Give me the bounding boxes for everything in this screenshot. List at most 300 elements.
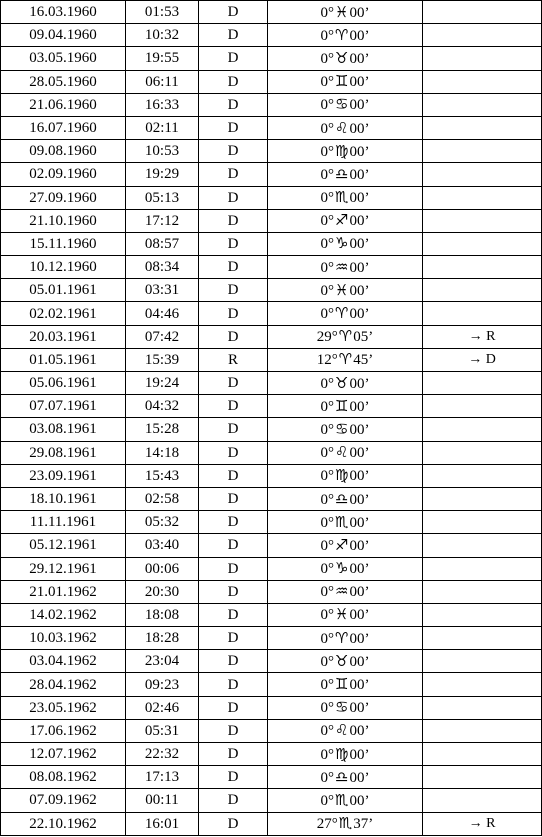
- position-minutes: 00’: [349, 584, 370, 601]
- date-cell: 15.11.1960: [1, 232, 126, 255]
- time-cell: 01:53: [126, 1, 199, 24]
- station-note-cell: [423, 70, 542, 93]
- table-row: [1, 70, 542, 93]
- position-cell: [268, 70, 423, 93]
- position-degrees: 0°: [320, 375, 335, 392]
- direction-cell: R: [199, 348, 268, 371]
- position-degrees: 0°: [320, 723, 335, 740]
- position-degrees: 0°: [320, 630, 335, 647]
- position-degrees: 0°: [320, 50, 335, 67]
- station-note-cell: [423, 673, 542, 696]
- table-row: [1, 47, 542, 70]
- date-cell: 22.10.1962: [1, 812, 126, 835]
- table-row: [1, 279, 542, 302]
- time-cell: 08:34: [126, 256, 199, 279]
- position-degrees: 0°: [320, 653, 335, 670]
- position-degrees: 0°: [320, 607, 335, 624]
- time-cell: 17:13: [126, 766, 199, 789]
- date-cell: 23.05.1962: [1, 696, 126, 719]
- zodiac-sign-icon: ♌: [335, 118, 349, 137]
- zodiac-sign-icon: ♋: [335, 419, 349, 438]
- date-cell: 28.04.1962: [1, 673, 126, 696]
- position-degrees: 0°: [320, 792, 335, 809]
- position-minutes: 00’: [349, 491, 370, 508]
- zodiac-sign-icon: ♍: [335, 466, 349, 485]
- date-cell: 16.07.1960: [1, 116, 126, 139]
- direction-cell: D: [199, 24, 268, 47]
- position-degrees: 0°: [320, 537, 335, 554]
- station-note-cell: [423, 232, 542, 255]
- direction-cell: D: [199, 511, 268, 534]
- table-row: [1, 418, 542, 441]
- ephemeris-table-body: [1, 1, 542, 836]
- date-cell: 29.12.1961: [1, 557, 126, 580]
- position-degrees: 0°: [320, 700, 335, 717]
- zodiac-sign-icon: ♑: [335, 559, 349, 578]
- position-degrees: 0°: [320, 236, 335, 253]
- zodiac-sign-icon: ♊: [335, 72, 349, 91]
- table-row: [1, 487, 542, 510]
- position-minutes: 00’: [349, 746, 370, 763]
- table-row: [1, 302, 542, 325]
- station-note-cell: [423, 116, 542, 139]
- table-row: [1, 232, 542, 255]
- station-note-cell: [423, 372, 542, 395]
- table-row: [1, 511, 542, 534]
- table-row: [1, 186, 542, 209]
- station-note-cell: [423, 140, 542, 163]
- station-note-cell: [423, 302, 542, 325]
- position-cell: [268, 279, 423, 302]
- position-minutes: 00’: [349, 468, 370, 485]
- direction-cell: D: [199, 812, 268, 835]
- position-cell: [268, 302, 423, 325]
- position-cell: [268, 395, 423, 418]
- position-minutes: 00’: [349, 50, 370, 67]
- date-cell: 21.01.1962: [1, 580, 126, 603]
- table-row: [1, 534, 542, 557]
- position-cell: [268, 534, 423, 557]
- position-degrees: 0°: [320, 143, 335, 160]
- direction-cell: D: [199, 557, 268, 580]
- time-cell: 23:04: [126, 650, 199, 673]
- position-cell: [268, 418, 423, 441]
- position-degrees: 0°: [320, 584, 335, 601]
- table-row: [1, 603, 542, 626]
- station-note-cell: [423, 186, 542, 209]
- table-row: [1, 441, 542, 464]
- station-note-cell: [423, 696, 542, 719]
- zodiac-sign-icon: ♓: [335, 280, 349, 299]
- table-row: [1, 650, 542, 673]
- position-minutes: 00’: [349, 700, 370, 717]
- station-note-cell: [423, 580, 542, 603]
- station-note-cell: [423, 603, 542, 626]
- direction-cell: D: [199, 627, 268, 650]
- position-minutes: 00’: [349, 769, 370, 786]
- table-row: [1, 163, 542, 186]
- direction-cell: D: [199, 534, 268, 557]
- position-degrees: 0°: [320, 769, 335, 786]
- position-minutes: 05’: [353, 329, 374, 346]
- direction-cell: D: [199, 70, 268, 93]
- station-note-cell: [423, 534, 542, 557]
- table-row: [1, 789, 542, 812]
- station-note-cell: [423, 743, 542, 766]
- date-cell: 05.01.1961: [1, 279, 126, 302]
- position-cell: [268, 1, 423, 24]
- position-degrees: 0°: [320, 306, 335, 323]
- position-cell: [268, 24, 423, 47]
- date-cell: 20.03.1961: [1, 325, 126, 348]
- date-cell: 01.05.1961: [1, 348, 126, 371]
- table-row: [1, 1, 542, 24]
- direction-cell: D: [199, 743, 268, 766]
- position-cell: [268, 580, 423, 603]
- direction-cell: D: [199, 673, 268, 696]
- position-minutes: 00’: [349, 166, 370, 183]
- zodiac-sign-icon: ♋: [335, 95, 349, 114]
- position-cell: [268, 743, 423, 766]
- position-cell: [268, 673, 423, 696]
- position-cell: [268, 47, 423, 70]
- position-degrees: 0°: [320, 27, 335, 44]
- table-row: [1, 812, 542, 835]
- direction-cell: D: [199, 186, 268, 209]
- time-cell: 05:31: [126, 719, 199, 742]
- zodiac-sign-icon: ♊: [335, 675, 349, 694]
- time-cell: 15:43: [126, 464, 199, 487]
- position-cell: [268, 464, 423, 487]
- zodiac-sign-icon: ♉: [335, 373, 349, 392]
- zodiac-sign-icon: ♎: [335, 767, 349, 786]
- position-minutes: 45’: [353, 352, 374, 369]
- position-degrees: 0°: [320, 4, 335, 21]
- position-cell: [268, 256, 423, 279]
- station-note-cell: [423, 464, 542, 487]
- time-cell: 16:33: [126, 93, 199, 116]
- time-cell: 04:46: [126, 302, 199, 325]
- station-note-cell: [423, 47, 542, 70]
- position-degrees: 0°: [320, 746, 335, 763]
- position-degrees: 27°: [316, 816, 338, 833]
- position-degrees: 0°: [320, 468, 335, 485]
- position-degrees: 0°: [320, 445, 335, 462]
- position-minutes: 00’: [349, 421, 370, 438]
- position-minutes: 00’: [349, 677, 370, 694]
- position-degrees: 12°: [316, 352, 338, 369]
- position-minutes: 00’: [349, 607, 370, 624]
- zodiac-sign-icon: ♏: [338, 814, 353, 833]
- station-note-cell: [423, 789, 542, 812]
- position-degrees: 29°: [316, 329, 338, 346]
- station-note-cell: [423, 418, 542, 441]
- time-cell: 19:55: [126, 47, 199, 70]
- direction-cell: D: [199, 603, 268, 626]
- date-cell: 27.09.1960: [1, 186, 126, 209]
- station-note-cell: [423, 766, 542, 789]
- direction-cell: D: [199, 766, 268, 789]
- zodiac-sign-icon: ♉: [335, 651, 349, 670]
- date-cell: 11.11.1961: [1, 511, 126, 534]
- position-cell: [268, 163, 423, 186]
- table-row: [1, 348, 542, 371]
- zodiac-sign-icon: ♒: [335, 257, 349, 276]
- zodiac-sign-icon: ♐: [335, 535, 349, 554]
- direction-cell: D: [199, 441, 268, 464]
- table-row: [1, 325, 542, 348]
- position-minutes: 37’: [353, 816, 374, 833]
- station-note-cell: [423, 511, 542, 534]
- direction-cell: D: [199, 487, 268, 510]
- table-row: [1, 557, 542, 580]
- position-cell: [268, 627, 423, 650]
- zodiac-sign-icon: ♋: [335, 698, 349, 717]
- table-row: [1, 464, 542, 487]
- station-note-cell: [423, 256, 542, 279]
- station-note-cell: [423, 557, 542, 580]
- time-cell: 15:28: [126, 418, 199, 441]
- time-cell: 02:58: [126, 487, 199, 510]
- time-cell: 07:42: [126, 325, 199, 348]
- position-degrees: 0°: [320, 74, 335, 91]
- position-minutes: 00’: [349, 537, 370, 554]
- position-cell: [268, 441, 423, 464]
- time-cell: 19:29: [126, 163, 199, 186]
- table-row: [1, 140, 542, 163]
- time-cell: 22:32: [126, 743, 199, 766]
- position-minutes: 00’: [349, 398, 370, 415]
- position-cell: [268, 209, 423, 232]
- date-cell: 09.04.1960: [1, 24, 126, 47]
- date-cell: 23.09.1961: [1, 464, 126, 487]
- position-minutes: 00’: [349, 97, 370, 114]
- direction-cell: D: [199, 232, 268, 255]
- date-cell: 03.05.1960: [1, 47, 126, 70]
- station-note-cell: [423, 441, 542, 464]
- date-cell: 05.12.1961: [1, 534, 126, 557]
- direction-cell: D: [199, 464, 268, 487]
- time-cell: 18:28: [126, 627, 199, 650]
- table-row: [1, 395, 542, 418]
- date-cell: 17.06.1962: [1, 719, 126, 742]
- position-degrees: 0°: [320, 259, 335, 276]
- position-cell: [268, 93, 423, 116]
- position-cell: [268, 557, 423, 580]
- station-note-cell: → R: [423, 812, 542, 835]
- position-minutes: 00’: [349, 630, 370, 647]
- date-cell: 09.08.1960: [1, 140, 126, 163]
- position-degrees: 0°: [320, 120, 335, 137]
- direction-cell: D: [199, 209, 268, 232]
- table-row: [1, 256, 542, 279]
- station-note-cell: [423, 719, 542, 742]
- date-cell: 14.02.1962: [1, 603, 126, 626]
- position-minutes: 00’: [349, 792, 370, 809]
- position-degrees: 0°: [320, 398, 335, 415]
- position-degrees: 0°: [320, 677, 335, 694]
- zodiac-sign-icon: ♎: [335, 164, 349, 183]
- table-row: [1, 580, 542, 603]
- direction-cell: D: [199, 372, 268, 395]
- zodiac-sign-icon: ♍: [335, 744, 349, 763]
- direction-cell: D: [199, 719, 268, 742]
- zodiac-sign-icon: ♓: [335, 2, 349, 21]
- time-cell: 10:32: [126, 24, 199, 47]
- time-cell: 18:08: [126, 603, 199, 626]
- date-cell: 03.08.1961: [1, 418, 126, 441]
- position-minutes: 00’: [349, 282, 370, 299]
- position-minutes: 00’: [349, 561, 370, 578]
- position-minutes: 00’: [349, 514, 370, 531]
- date-cell: 03.04.1962: [1, 650, 126, 673]
- station-note-cell: [423, 395, 542, 418]
- date-cell: 10.03.1962: [1, 627, 126, 650]
- zodiac-sign-icon: ♍: [335, 141, 349, 160]
- position-cell: [268, 511, 423, 534]
- position-minutes: 00’: [349, 236, 370, 253]
- time-cell: 09:23: [126, 673, 199, 696]
- station-note-cell: [423, 279, 542, 302]
- position-degrees: 0°: [320, 421, 335, 438]
- table-row: [1, 93, 542, 116]
- position-degrees: 0°: [320, 166, 335, 183]
- zodiac-sign-icon: ♈: [338, 327, 353, 346]
- time-cell: 02:46: [126, 696, 199, 719]
- position-minutes: 00’: [349, 723, 370, 740]
- zodiac-sign-icon: ♌: [335, 721, 349, 740]
- time-cell: 10:53: [126, 140, 199, 163]
- zodiac-sign-icon: ♒: [335, 582, 349, 601]
- position-degrees: 0°: [320, 190, 335, 207]
- zodiac-sign-icon: ♌: [335, 443, 349, 462]
- station-note-cell: → R: [423, 325, 542, 348]
- date-cell: 18.10.1961: [1, 487, 126, 510]
- date-cell: 28.05.1960: [1, 70, 126, 93]
- position-cell: [268, 650, 423, 673]
- position-degrees: 0°: [320, 97, 335, 114]
- position-minutes: 00’: [349, 143, 370, 160]
- direction-cell: D: [199, 47, 268, 70]
- zodiac-sign-icon: ♎: [335, 489, 349, 508]
- position-cell: [268, 719, 423, 742]
- direction-cell: D: [199, 1, 268, 24]
- date-cell: 21.06.1960: [1, 93, 126, 116]
- time-cell: 16:01: [126, 812, 199, 835]
- date-cell: 29.08.1961: [1, 441, 126, 464]
- table-row: [1, 766, 542, 789]
- position-degrees: 0°: [320, 491, 335, 508]
- zodiac-sign-icon: ♈: [335, 25, 349, 44]
- table-row: [1, 743, 542, 766]
- time-cell: 05:32: [126, 511, 199, 534]
- time-cell: 14:18: [126, 441, 199, 464]
- position-minutes: 00’: [349, 120, 370, 137]
- zodiac-sign-icon: ♈: [335, 628, 349, 647]
- table-row: [1, 116, 542, 139]
- position-cell: [268, 696, 423, 719]
- date-cell: 08.08.1962: [1, 766, 126, 789]
- direction-cell: D: [199, 789, 268, 812]
- position-minutes: 00’: [349, 445, 370, 462]
- station-note-cell: [423, 650, 542, 673]
- date-cell: 12.07.1962: [1, 743, 126, 766]
- date-cell: 21.10.1960: [1, 209, 126, 232]
- zodiac-sign-icon: ♓: [335, 605, 349, 624]
- table-row: [1, 696, 542, 719]
- position-degrees: 0°: [320, 213, 335, 230]
- position-degrees: 0°: [320, 561, 335, 578]
- direction-cell: D: [199, 696, 268, 719]
- direction-cell: D: [199, 418, 268, 441]
- zodiac-sign-icon: ♏: [335, 512, 349, 531]
- station-note-cell: [423, 487, 542, 510]
- time-cell: 00:06: [126, 557, 199, 580]
- time-cell: 05:13: [126, 186, 199, 209]
- zodiac-sign-icon: ♊: [335, 396, 349, 415]
- date-cell: 02.09.1960: [1, 163, 126, 186]
- position-minutes: 00’: [349, 190, 370, 207]
- direction-cell: D: [199, 279, 268, 302]
- time-cell: 20:30: [126, 580, 199, 603]
- position-cell: [268, 603, 423, 626]
- date-cell: 07.09.1962: [1, 789, 126, 812]
- position-cell: [268, 372, 423, 395]
- station-note-cell: [423, 93, 542, 116]
- time-cell: 06:11: [126, 70, 199, 93]
- position-minutes: 00’: [349, 27, 370, 44]
- position-minutes: 00’: [349, 4, 370, 21]
- date-cell: 10.12.1960: [1, 256, 126, 279]
- zodiac-sign-icon: ♏: [335, 790, 349, 809]
- station-note-cell: [423, 1, 542, 24]
- position-cell: [268, 116, 423, 139]
- zodiac-sign-icon: ♈: [338, 350, 353, 369]
- position-minutes: 00’: [349, 653, 370, 670]
- direction-cell: D: [199, 93, 268, 116]
- date-cell: 02.02.1961: [1, 302, 126, 325]
- zodiac-sign-icon: ♈: [335, 304, 349, 323]
- date-cell: 16.03.1960: [1, 1, 126, 24]
- direction-cell: D: [199, 302, 268, 325]
- time-cell: 03:31: [126, 279, 199, 302]
- direction-cell: D: [199, 650, 268, 673]
- time-cell: 17:12: [126, 209, 199, 232]
- station-note-cell: → D: [423, 348, 542, 371]
- position-minutes: 00’: [349, 259, 370, 276]
- date-cell: 05.06.1961: [1, 372, 126, 395]
- station-note-cell: [423, 209, 542, 232]
- zodiac-sign-icon: ♉: [335, 48, 349, 67]
- time-cell: 00:11: [126, 789, 199, 812]
- zodiac-sign-icon: ♏: [335, 188, 349, 207]
- position-cell: [268, 812, 423, 835]
- date-cell: 07.07.1961: [1, 395, 126, 418]
- time-cell: 08:57: [126, 232, 199, 255]
- zodiac-sign-icon: ♑: [335, 234, 349, 253]
- table-row: [1, 719, 542, 742]
- position-cell: [268, 766, 423, 789]
- direction-cell: D: [199, 580, 268, 603]
- table-row: [1, 24, 542, 47]
- position-cell: [268, 348, 423, 371]
- position-cell: [268, 140, 423, 163]
- station-note-cell: [423, 163, 542, 186]
- direction-cell: D: [199, 163, 268, 186]
- direction-cell: D: [199, 116, 268, 139]
- time-cell: 04:32: [126, 395, 199, 418]
- position-cell: [268, 487, 423, 510]
